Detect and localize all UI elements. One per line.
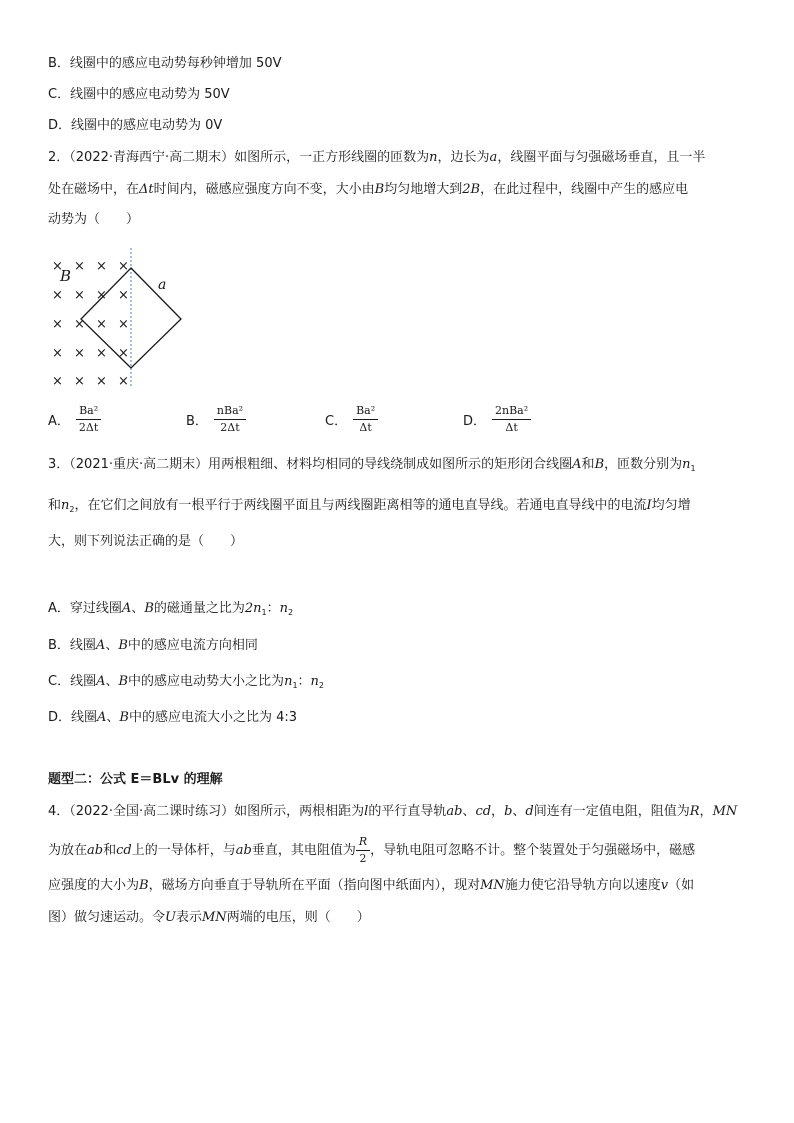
q3-number: 3．: [48, 457, 70, 472]
q1-option-c: C．线圈中的感应电动势为 50V: [48, 87, 230, 102]
field-cross: ×: [96, 374, 107, 389]
field-cross: ×: [118, 317, 129, 332]
fraction-r-over-2: $\frac{R}{2}$: [356, 835, 370, 866]
field-cross: ×: [118, 288, 129, 303]
field-cross: ×: [118, 259, 129, 274]
coil-field-diagram: [44, 245, 194, 393]
q3-source: （2021·重庆·高二期末）: [69, 457, 209, 472]
q2-stem-line2: 处在磁场中，在Δt时间内，磁感应强度方向不变，大小由B均匀地增大到2B，在此过程中，线圈中产生的感应电: [48, 182, 689, 197]
q3-stem-line1: 3．（2021·重庆·高二期末）用两根粗细、材料均相同的导线绕制成如图所示的矩形闭合线圈A和B，匝数分别为$n_1$: [48, 457, 696, 473]
field-cross: ×: [96, 317, 107, 332]
field-cross: ×: [52, 346, 63, 361]
field-cross: ×: [96, 259, 107, 274]
q3-option-c: C．线圈A、B中的感应电动势大小之比为$n_1$：$n_2$: [48, 674, 325, 690]
fraction: $\frac{\text{Ba²}}{\Delta t}$: [353, 404, 378, 435]
label-a: a: [158, 277, 167, 293]
q3-stem-line2: 和$n_2$，在它们之间放有一根平行于两线圈平面且与两线圈距离相等的通电直导线。若通电直导线中的电流I均匀增: [48, 498, 691, 514]
q2-stem-line3: 动势为（ ）: [48, 212, 140, 227]
q3-option-d: D．线圈A、B中的感应电流大小之比为 4:3: [48, 710, 298, 725]
field-cross: ×: [74, 288, 85, 303]
q4-stem-line3: 应强度的大小为B，磁场方向垂直于导轨所在平面（指向图中纸面内），现对MN施力使它沿导轨方向以速度v（如: [48, 878, 695, 893]
fraction: $\frac{\text{Ba²}}{2\Delta t}$: [76, 404, 101, 435]
field-cross: ×: [118, 374, 129, 389]
q4-number: 4．: [48, 804, 70, 819]
q2-option-c: C． $\frac{\text{Ba²}}{\Delta t}$: [325, 404, 378, 435]
field-cross: ×: [52, 288, 63, 303]
q3-option-a: A．穿过线圈A、B的磁通量之比为$2n_1$：$n_2$: [48, 601, 294, 617]
field-cross: ×: [52, 259, 63, 274]
field-cross: ×: [74, 374, 85, 389]
section-heading: 题型二：公式 E＝BLv 的理解: [48, 772, 223, 787]
field-cross: ×: [74, 346, 85, 361]
q2-option-d: D． $\frac{\text{2nBa²}}{\Delta t}$: [463, 404, 531, 435]
q4-stem-line2: 为放在ab和cd上的一导体杆，与ab垂直，其电阻值为 $\frac{R}{2}$ ，导轨电阻可忽略不计。整个装置处于匀强磁场中，磁感: [48, 835, 696, 865]
label-b: B: [60, 267, 72, 285]
q3-option-b: B．线圈A、B中的感应电流方向相同: [48, 638, 258, 653]
field-cross: ×: [74, 317, 85, 332]
q1-option-d: D．线圈中的感应电动势为 0V: [48, 118, 223, 133]
field-cross: ×: [96, 288, 107, 303]
q2-source: （2022·青海西宁·高二期末）: [69, 150, 235, 165]
q3-stem-line3: 大，则下列说法正确的是（ ）: [48, 534, 244, 549]
q2-option-a: A． $\frac{\text{Ba²}}{2\Delta t}$: [48, 404, 101, 435]
q2-number: 2．: [48, 150, 70, 165]
q2-option-b: B． $\frac{\text{nBa²}}{2\Delta t}$: [186, 404, 246, 435]
fraction: $\frac{\text{nBa²}}{2\Delta t}$: [214, 404, 246, 435]
field-cross: ×: [118, 346, 129, 361]
fraction: $\frac{\text{2nBa²}}{\Delta t}$: [492, 404, 531, 435]
field-cross: ×: [52, 374, 63, 389]
q4-stem-line1: 4．（2022·全国·高二课时练习）如图所示，两根相距为l的平行直导轨ab、cd，b、d间连有一定值电阻，阻值为R，MN: [48, 804, 738, 819]
q4-stem-line4: 图）做匀速运动。令U表示MN两端的电压，则（ ）: [48, 910, 370, 925]
field-cross: ×: [74, 259, 85, 274]
q1-option-b: B．线圈中的感应电动势每秒钟增加 50V: [48, 56, 282, 71]
q4-source: （2022·全国·高二课时练习）: [69, 804, 235, 819]
q2-stem-line1: 2．（2022·青海西宁·高二期末）如图所示，一正方形线圈的匝数为n，边长为a，线圈平面与匀强磁场垂直，且一半: [48, 150, 706, 165]
field-cross: ×: [96, 346, 107, 361]
field-cross: ×: [52, 317, 63, 332]
